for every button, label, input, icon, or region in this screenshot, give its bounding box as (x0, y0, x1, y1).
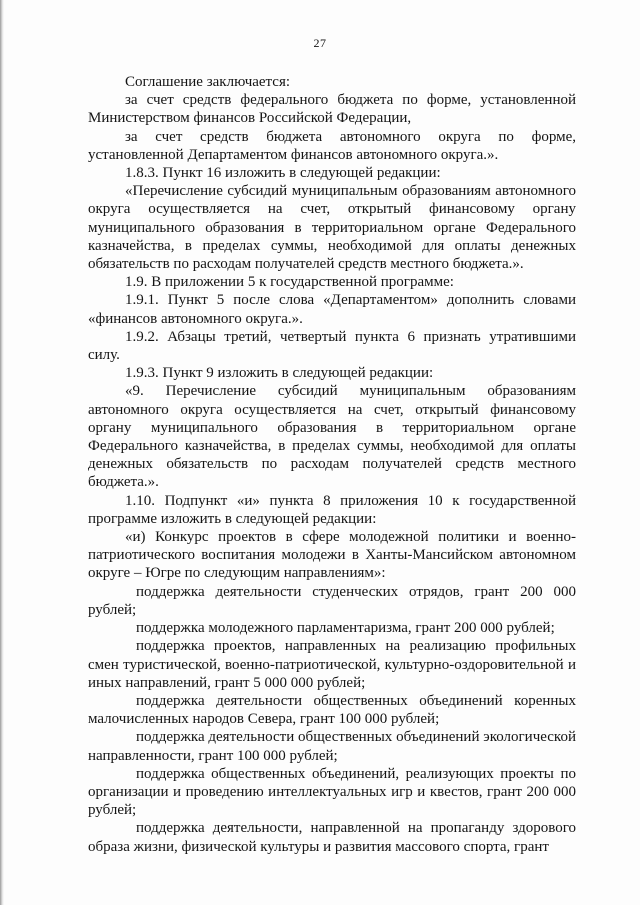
paragraph: поддержка деятельности студенческих отрядов, грант 200 000 рублей; (88, 583, 576, 618)
paragraph: 1.9.2. Абзацы третий, четвертый пункта 6 признать утратившими силу. (88, 328, 576, 364)
paragraph: 1.8.3. Пункт 16 изложить в следующей редакции: (125, 165, 441, 182)
paragraph: поддержка общественных объединений, реализующих проекты по организации и проведению интеллектуальных игр и квестов, грант 200 000 рублей; (88, 765, 576, 819)
scan-edge-shadow (0, 0, 4, 905)
paragraph: 1.9.1. Пункт 5 после слова «Департаментом» дополнить словами «финансов автономного округа.». (88, 292, 576, 327)
paragraph: «9. Перечисление субсидий муниципальным образованиям автономного округа осуществляется на счет, открытый финансовому органу муниципального образования в территориальном органе Федерального казначейства, в пределах суммы, необходимой для оплаты денежных обязательств по расходам получателей средств местного бюджета.». (88, 383, 576, 491)
paragraph: за счет средств федерального бюджета по форме, установленной Министерством финансов Российской Федерации, (88, 92, 576, 127)
paragraph: 1.9.3. Пункт 9 изложить в следующей редакции: (125, 365, 434, 382)
paragraph: поддержка деятельности, направленной на пропаганду здорового образа жизни, физической культуры и развития массового спорта, грант (88, 820, 576, 855)
paragraph: поддержка деятельности общественных объединений экологической направленности, грант 100 000 рублей; (88, 729, 576, 764)
paragraph: Соглашение заключается: (125, 74, 291, 90)
paragraph: 1.10. Подпункт «и» пункта 8 приложения 10 к государственной программе изложить в следующей редакции: (88, 492, 576, 527)
paragraph: за счет средств бюджета автономного округа по форме, установленной Департаментом финансов автономного округа.». (88, 128, 576, 163)
paragraph: 1.9. В приложении 5 к государственной программе: (125, 274, 454, 291)
paragraph: «Перечисление субсидий муниципальным образованиям автономного округа осуществляется на счет, открытый финансовому органу муниципального образования в территориальном органе Федерального казначейства, в пределах суммы, необходимой для оплаты денежных обязательств по расходам получателей средств местного бюджета.». (88, 183, 576, 273)
paragraph: поддержка молодежного парламентаризма, грант 200 000 рублей; (136, 620, 555, 637)
paragraph: поддержка проектов, направленных на реализацию профильных смен туристической, военно-патриотической, культурно-оздоровительной и иных направлений, грант 5 000 000 рублей; (88, 638, 576, 691)
paragraph: поддержка деятельности общественных объединений коренных малочисленных народов Севера, грант 100 000 рублей; (88, 692, 576, 728)
paragraph: «и) Конкурс проектов в сфере молодежной политики и военно-патриотического воспитания молодежи в Ханты-Мансийском автономном округе – Югре по следующим направлениям»: (88, 529, 576, 582)
page-number: 27 (313, 36, 327, 50)
document-body (88, 73, 576, 856)
